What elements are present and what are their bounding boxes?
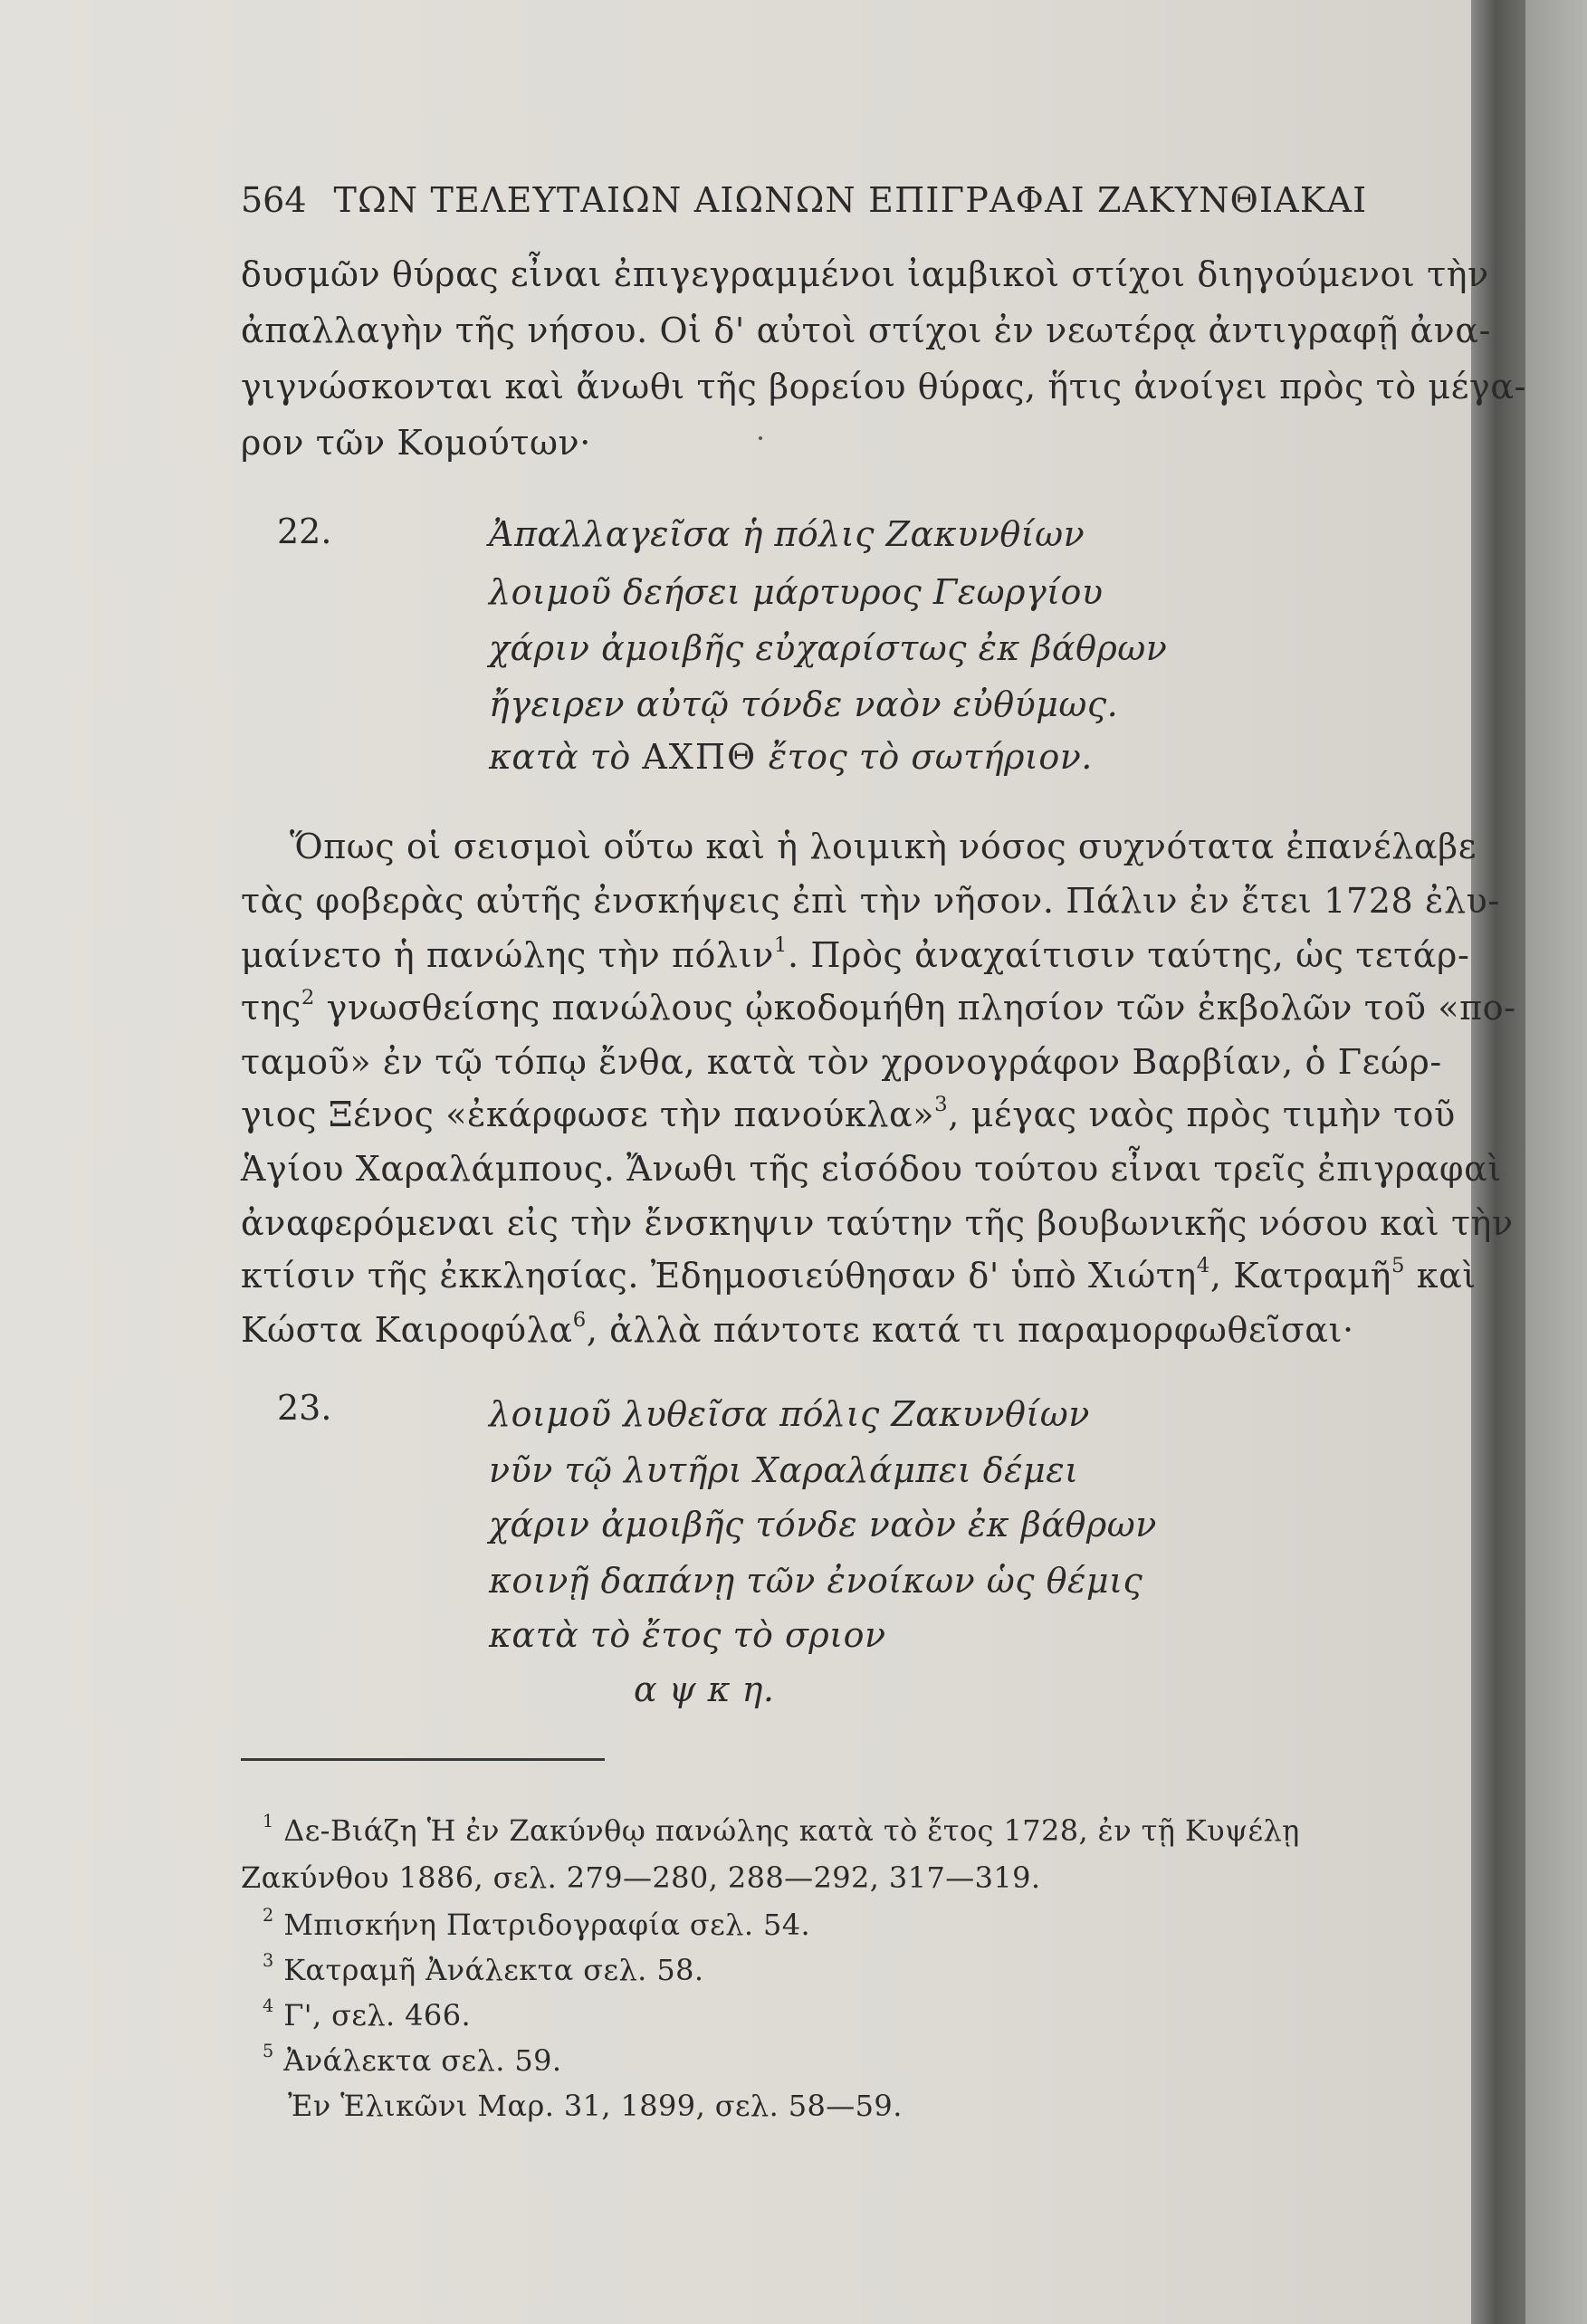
paragraph-line: δυσμῶν θύρας εἶναι ἐπιγεγραμμένοι ἰαμβικοὶ στίχοι διηγούμενοι τὴν bbox=[241, 254, 1489, 294]
footnote bbox=[263, 1950, 703, 1990]
paragraph-line: Ἁγίου Χαραλάμπους. Ἄνωθι τῆς εἰσόδου τούτου εἶναι τρεῖς ἐπιγραφαὶ bbox=[241, 1149, 1502, 1189]
paragraph-line: ἀναφερόμεναι εἰς τὴν ἔνσκηψιν ταύτην τῆς βουβωνικῆς νόσου καὶ τὴν bbox=[241, 1203, 1514, 1243]
footnote: Ἐν Ἑλικῶνι Μαρ. 31, 1899, σελ. 58—59. bbox=[288, 2089, 903, 2123]
inscription-line: κατὰ τὸ ἔτος τὸ σριον bbox=[489, 1615, 886, 1655]
footnote-text: Δε-Βιάζη Ἡ ἐν Ζακύνθῳ πανώλης κατὰ τὸ ἔτος 1728, ἐν τῇ Κυψέλῃ bbox=[283, 1813, 1300, 1848]
inscription-line: λοιμοῦ λυθεῖσα πόλις Ζακυνθίων bbox=[489, 1394, 1090, 1434]
footnote-marker: 2 bbox=[263, 1905, 274, 1927]
footnote-ref: 5 bbox=[1391, 1253, 1406, 1277]
footnote: Ζακύνθου 1886, σελ. 279—280, 288—292, 317—319. bbox=[241, 1860, 1041, 1895]
footnote-marker: 3 bbox=[263, 1950, 274, 1972]
inscription-line: χάριν ἀμοιβῆς τόνδε ναὸν ἐκ βάθρων bbox=[489, 1505, 1157, 1545]
page-number: 564 bbox=[241, 180, 307, 220]
inscription-line: χάριν ἀμοιβῆς εὐχαρίστως ἐκ βάθρων bbox=[489, 628, 1168, 668]
paragraph-text: γιος Ξένος «ἐκάρφωσε τὴν πανούκλα» bbox=[241, 1095, 935, 1134]
running-title: ΤΩΝ ΤΕΛΕΥΤΑΙΩΝ ΑΙΩΝΩΝ ΕΠΙΓΡΑΦΑΙ ΖΑΚΥΝΘΙΑΚΑΙ bbox=[333, 180, 1368, 220]
paragraph-text: , μέγας ναὸς πρὸς τιμὴν τοῦ bbox=[948, 1095, 1456, 1134]
footnote-ref: 6 bbox=[572, 1307, 587, 1332]
inscription-line: νῦν τῷ λυτῆρι Χαραλάμπει δέμει bbox=[489, 1450, 1079, 1490]
paragraph-line bbox=[241, 985, 1516, 1030]
inscription-line: α ψ κ η. bbox=[634, 1669, 775, 1709]
footnote-text: Ἀνάλεκτα σελ. 59. bbox=[283, 2043, 562, 2078]
paragraph-line: γιγνώσκονται καὶ ἄνωθι τῆς βορείου θύρας, ἥτις ἀνοίγει πρὸς τὸ μέγα- bbox=[241, 367, 1527, 406]
inscription-text: κατὰ τὸ bbox=[489, 737, 631, 777]
paragraph-text: Κώστα Καιροφύλα bbox=[241, 1310, 573, 1350]
paragraph-line: ἀπαλλαγὴν τῆς νήσου. Οἱ δ' αὐτοὶ στίχοι ἐν νεωτέρᾳ ἀντιγραφῇ ἀνα- bbox=[241, 311, 1492, 350]
footnote bbox=[263, 1905, 810, 1945]
print-speck bbox=[759, 436, 762, 440]
paragraph-text: της bbox=[241, 988, 301, 1028]
inscription-number: 23. bbox=[277, 1388, 332, 1428]
paragraph-line: ταμοῦ» ἐν τῷ τόπῳ ἔνθα, κατὰ τὸν χρονογράφον Βαρβίαν, ὁ Γεώρ- bbox=[241, 1042, 1442, 1082]
footnote-ref: 2 bbox=[301, 985, 315, 1009]
paragraph-text: , ἀλλὰ πάντοτε κατά τι παραμορφωθεῖσαι· bbox=[586, 1310, 1354, 1350]
footnote bbox=[263, 1811, 1300, 1851]
footnote-rule bbox=[241, 1758, 605, 1761]
footnote-text: Κατραμῆ Ἀνάλεκτα σελ. 58. bbox=[283, 1953, 704, 1987]
inscription-year: ΑΧΠΘ bbox=[642, 737, 758, 777]
inscription-line: ἤγειρεν αὐτῷ τόνδε ναὸν εὐθύμως. bbox=[489, 684, 1119, 724]
paragraph-line bbox=[241, 1092, 1456, 1137]
inscription-line: Ἀπαλλαγεῖσα ἡ πόλις Ζακυνθίων bbox=[489, 514, 1085, 554]
paragraph-text: γνωσθείσης πανώλους ᾠκοδομήθη πλησίον τῶν ἐκβολῶν τοῦ «πο- bbox=[314, 988, 1516, 1028]
paragraph-line: Ὅπως οἱ σεισμοὶ οὕτω καὶ ἡ λοιμικὴ νόσος συχνότατα ἐπανέλαβε bbox=[290, 827, 1477, 866]
inscription-text: ἔτος τὸ σωτήριον. bbox=[768, 737, 1093, 777]
inscription-line: κοινῇ δαπάνῃ τῶν ἐνοίκων ὡς θέμις bbox=[489, 1561, 1143, 1601]
paragraph-text: . Πρὸς ἀναχαίτισιν ταύτης, ὡς τετάρ- bbox=[788, 935, 1470, 975]
footnote-ref: 4 bbox=[1196, 1253, 1210, 1277]
book-edge bbox=[1525, 0, 1587, 2324]
footnote bbox=[263, 2041, 561, 2080]
paragraph-text: καὶ bbox=[1405, 1256, 1477, 1296]
paragraph-line: ρον τῶν Κομούτων· bbox=[241, 423, 591, 463]
inscription-number: 22. bbox=[277, 512, 332, 551]
footnote-marker: 1 bbox=[263, 1811, 274, 1832]
paragraph-text: μαίνετο ἡ πανώλης τὴν πόλιν bbox=[241, 935, 774, 975]
paragraph-line: τὰς φοβερὰς αὐτῆς ἐνσκήψεις ἐπὶ τὴν νῆσον. Πάλιν ἐν ἔτει 1728 ἐλυ- bbox=[241, 881, 1500, 921]
footnote-marker: 5 bbox=[263, 2041, 274, 2062]
footnote bbox=[263, 1995, 471, 2035]
footnote-text: Μπισκήνη Πατριδογραφία σελ. 54. bbox=[283, 1908, 811, 1942]
inscription-line: λοιμοῦ δεήσει μάρτυρος Γεωργίου bbox=[489, 572, 1104, 612]
paragraph-line bbox=[241, 1307, 1354, 1353]
paragraph-text: κτίσιν τῆς ἐκκλησίας. Ἐδημοσιεύθησαν δ' ὑπὸ Χιώτη bbox=[241, 1256, 1197, 1296]
footnote-ref: 3 bbox=[934, 1092, 949, 1116]
running-header bbox=[241, 177, 1368, 223]
paragraph-line bbox=[241, 932, 1469, 978]
footnote-marker: 4 bbox=[263, 1995, 274, 2017]
inscription-line bbox=[489, 733, 1093, 780]
paragraph-line bbox=[241, 1253, 1477, 1298]
paragraph-text: , Κατραμῆ bbox=[1209, 1256, 1391, 1296]
footnote-text: Γ', σελ. 466. bbox=[283, 1998, 472, 2032]
footnote-ref: 1 bbox=[773, 932, 789, 957]
